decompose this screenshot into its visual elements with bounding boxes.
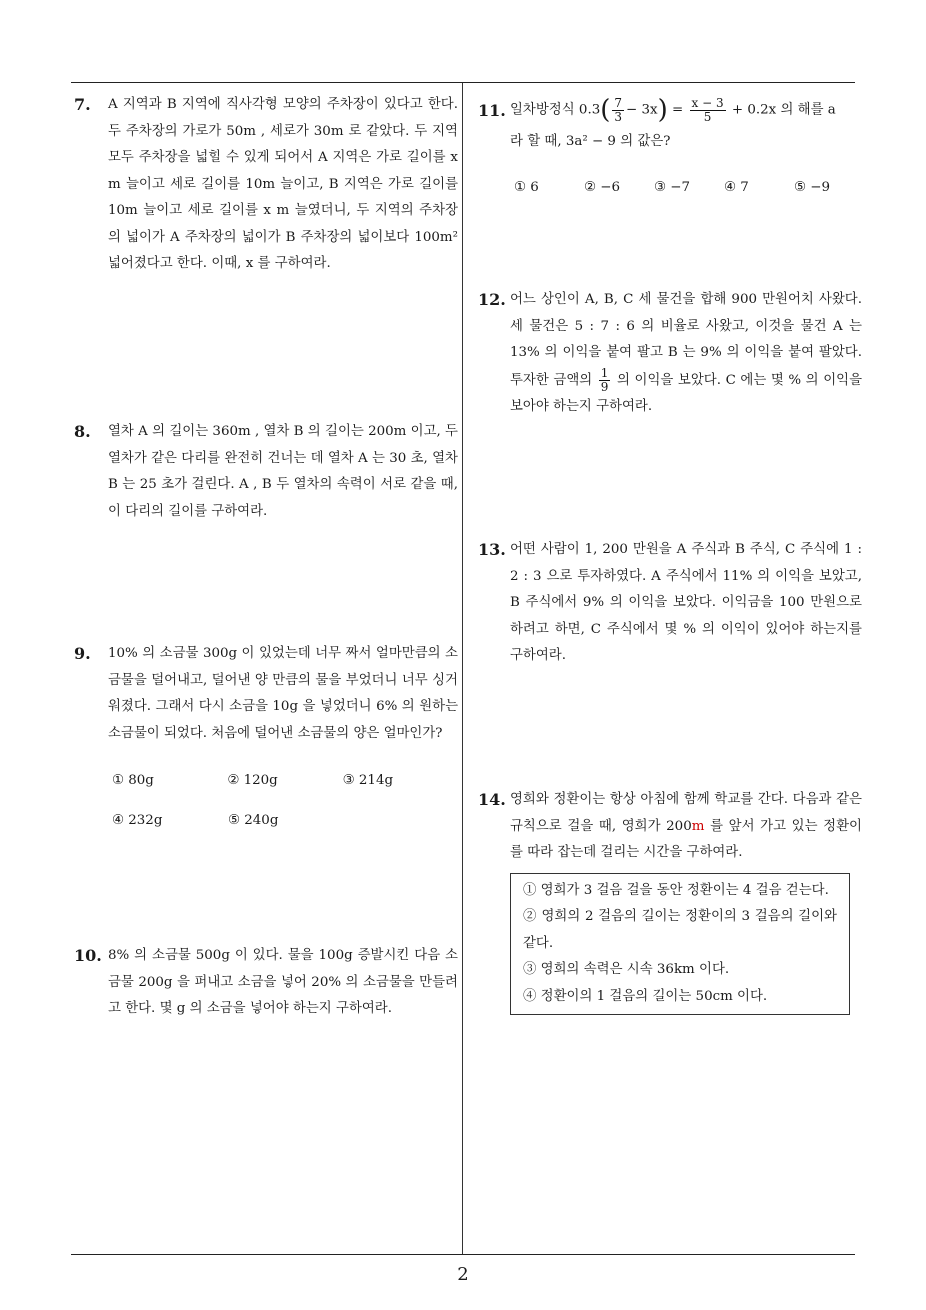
rule-2: ② 영희의 2 걸음의 길이는 정환이의 3 걸음의 길이와 같다. — [523, 909, 837, 951]
problem-number: 10. — [74, 946, 102, 965]
problem-text: A 지역과 B 지역에 직사각형 모양의 주차장이 있다고 한다. 두 주차장의 가로가 50m , 세로가 30m 로 같았다. 두 지역 모두 주차장을 넓힐 수 있게 되어서 A 지역은 가로 길이를 x m 늘이고 세로 길이를 10m 늘이고, B 지역은 가로 길이를 10m 늘이고 세로 길이를 x m 늘였더니, 두 지역의 주차장의 넓이가 A 주차장의 넓이가 B 주차장의 넓이보다 100m² 넓어졌다고 한다. 이때, x 를 구하여라. — [108, 97, 458, 271]
equation-suffix: + 0.2x 의 해를 a — [731, 102, 836, 118]
fraction-denominator: 9 — [600, 379, 609, 394]
equals-sign: = — [672, 102, 684, 118]
rule-1: ① 영희가 3 걸음 걸을 동안 정환이는 4 걸음 걷는다. — [523, 882, 829, 898]
left-paren: ( — [600, 95, 611, 125]
top-rule — [71, 82, 855, 83]
problem-number: 9. — [74, 644, 91, 663]
fraction-7-3 — [612, 97, 624, 124]
rules-box — [510, 873, 850, 1016]
fraction-numerator: x − 3 — [691, 95, 724, 110]
problem-text-part2: 를 앞서 가고 있는 정환이를 따라 잡는데 걸리는 시간을 구하여라. — [510, 818, 862, 860]
choice-5[interactable]: ⑤ −9 — [794, 180, 831, 195]
equation-line — [510, 92, 862, 129]
choice-3[interactable]: ③ 214g — [342, 773, 394, 788]
choice-4[interactable]: ④ 232g — [112, 813, 163, 828]
choice-2[interactable]: ② 120g — [227, 773, 278, 788]
problem-12 — [478, 287, 862, 421]
choice-list — [108, 761, 458, 841]
fraction-numerator: 1 — [600, 365, 609, 380]
equation-middle: − 3x — [626, 102, 658, 118]
page-number: 2 — [457, 1264, 469, 1285]
problem-text-part2: 의 이익을 보았다. C 에는 몇 % 의 이익을 보아야 하는지 구하여라. — [510, 372, 863, 414]
fraction-x3-5 — [690, 97, 726, 124]
problem-text: 열차 A 의 길이는 360m , 열차 B 의 길이는 200m 이고, 두 열차가 같은 다리를 완전히 건너는 데 열차 A 는 30 초, 열차 B 는 25 초가 걸린다. A , B 두 열차의 속력이 서로 같을 때, 이 다리의 길이를 구하여라. — [108, 424, 458, 519]
rule-4: ④ 정환이의 1 걸음의 길이는 50cm 이다. — [523, 988, 768, 1004]
problem-13 — [478, 537, 862, 670]
choice-5[interactable]: ⑤ 240g — [228, 813, 279, 828]
problem-7 — [74, 92, 458, 278]
choice-1[interactable]: ① 6 — [514, 180, 539, 195]
problem-number: 12. — [478, 290, 506, 309]
fraction-denominator: 5 — [703, 109, 712, 124]
column-divider — [462, 83, 463, 1254]
fraction-denominator: 3 — [614, 109, 623, 124]
bottom-rule — [71, 1254, 855, 1255]
choice-list — [510, 175, 862, 202]
problem-text-part1: 어느 상인이 A, B, C 세 물건을 합해 900 만원어치 사왔다. 세 물건은 5 : 7 : 6 의 비율로 사왔고, 이것을 물건 A 는 13% 의 이익을 붙여 팔고 B 는 9% 의 이익을 붙여 팔았다. 투자한 금액의 — [510, 292, 862, 388]
problem-text: 8% 의 소금물 500g 이 있다. 물을 100g 증발시킨 다음 소금물 200g 을 퍼내고 소금을 넣어 20% 의 소금물을 만들려고 한다. 몇 g 의 소금을 넣어야 하는지 구하여라. — [108, 948, 458, 1016]
problem-text-part1: 영희와 정환이는 항상 아침에 함께 학교를 간다. 다음과 같은 규칙으로 걸을 때, 영희가 200 — [510, 792, 862, 834]
problem-number: 14. — [478, 790, 506, 809]
equation-prefix: 일차방정식 0.3 — [510, 102, 601, 118]
problem-9 — [74, 641, 458, 841]
problem-14 — [478, 787, 862, 1015]
choice-2[interactable]: ② −6 — [584, 180, 621, 195]
choice-4[interactable]: ④ 7 — [724, 180, 749, 195]
right-paren: ) — [657, 95, 668, 125]
problem-11 — [478, 92, 862, 202]
problem-8 — [74, 419, 458, 525]
fraction-numerator: 7 — [614, 95, 623, 110]
choice-1[interactable]: ① 80g — [112, 773, 154, 788]
problem-text-line2: 라 할 때, 3a² − 9 의 값은? — [510, 133, 671, 149]
problem-number: 11. — [478, 101, 506, 120]
problem-text: 10% 의 소금물 300g 이 있었는데 너무 짜서 얼마만큼의 소금물을 덜어내고, 덜어낸 양 만큼의 물을 부었더니 너무 싱거워졌다. 그래서 다시 소금을 10g 을 넣었더니 6% 의 원하는 소금물이 되었다. 처음에 덜어낸 소금물의 양은 얼마인가? — [108, 646, 458, 741]
problem-10 — [74, 943, 458, 1023]
rule-3: ③ 영희의 속력은 시속 36km 이다. — [523, 962, 730, 977]
choice-3[interactable]: ③ −7 — [654, 180, 691, 195]
problem-text — [510, 287, 862, 421]
problem-number: 7. — [74, 95, 91, 114]
distance-unit: m — [691, 818, 705, 834]
fraction-1-9 — [599, 367, 611, 394]
problem-number: 8. — [74, 422, 91, 441]
problem-text — [510, 787, 862, 867]
problem-number: 13. — [478, 540, 506, 559]
problem-text: 어떤 사람이 1, 200 만원을 A 주식과 B 주식, C 주식에 1 : 2 : 3 으로 투자하였다. A 주식에서 11% 의 이익을 보았고, B 주식에서 9% 의 이익을 보았다. 이익금을 100 만원으로 하려고 하면, C 주식에서 몇 % 의 이익이 있어야 하는지를 구하여라. — [510, 542, 862, 663]
